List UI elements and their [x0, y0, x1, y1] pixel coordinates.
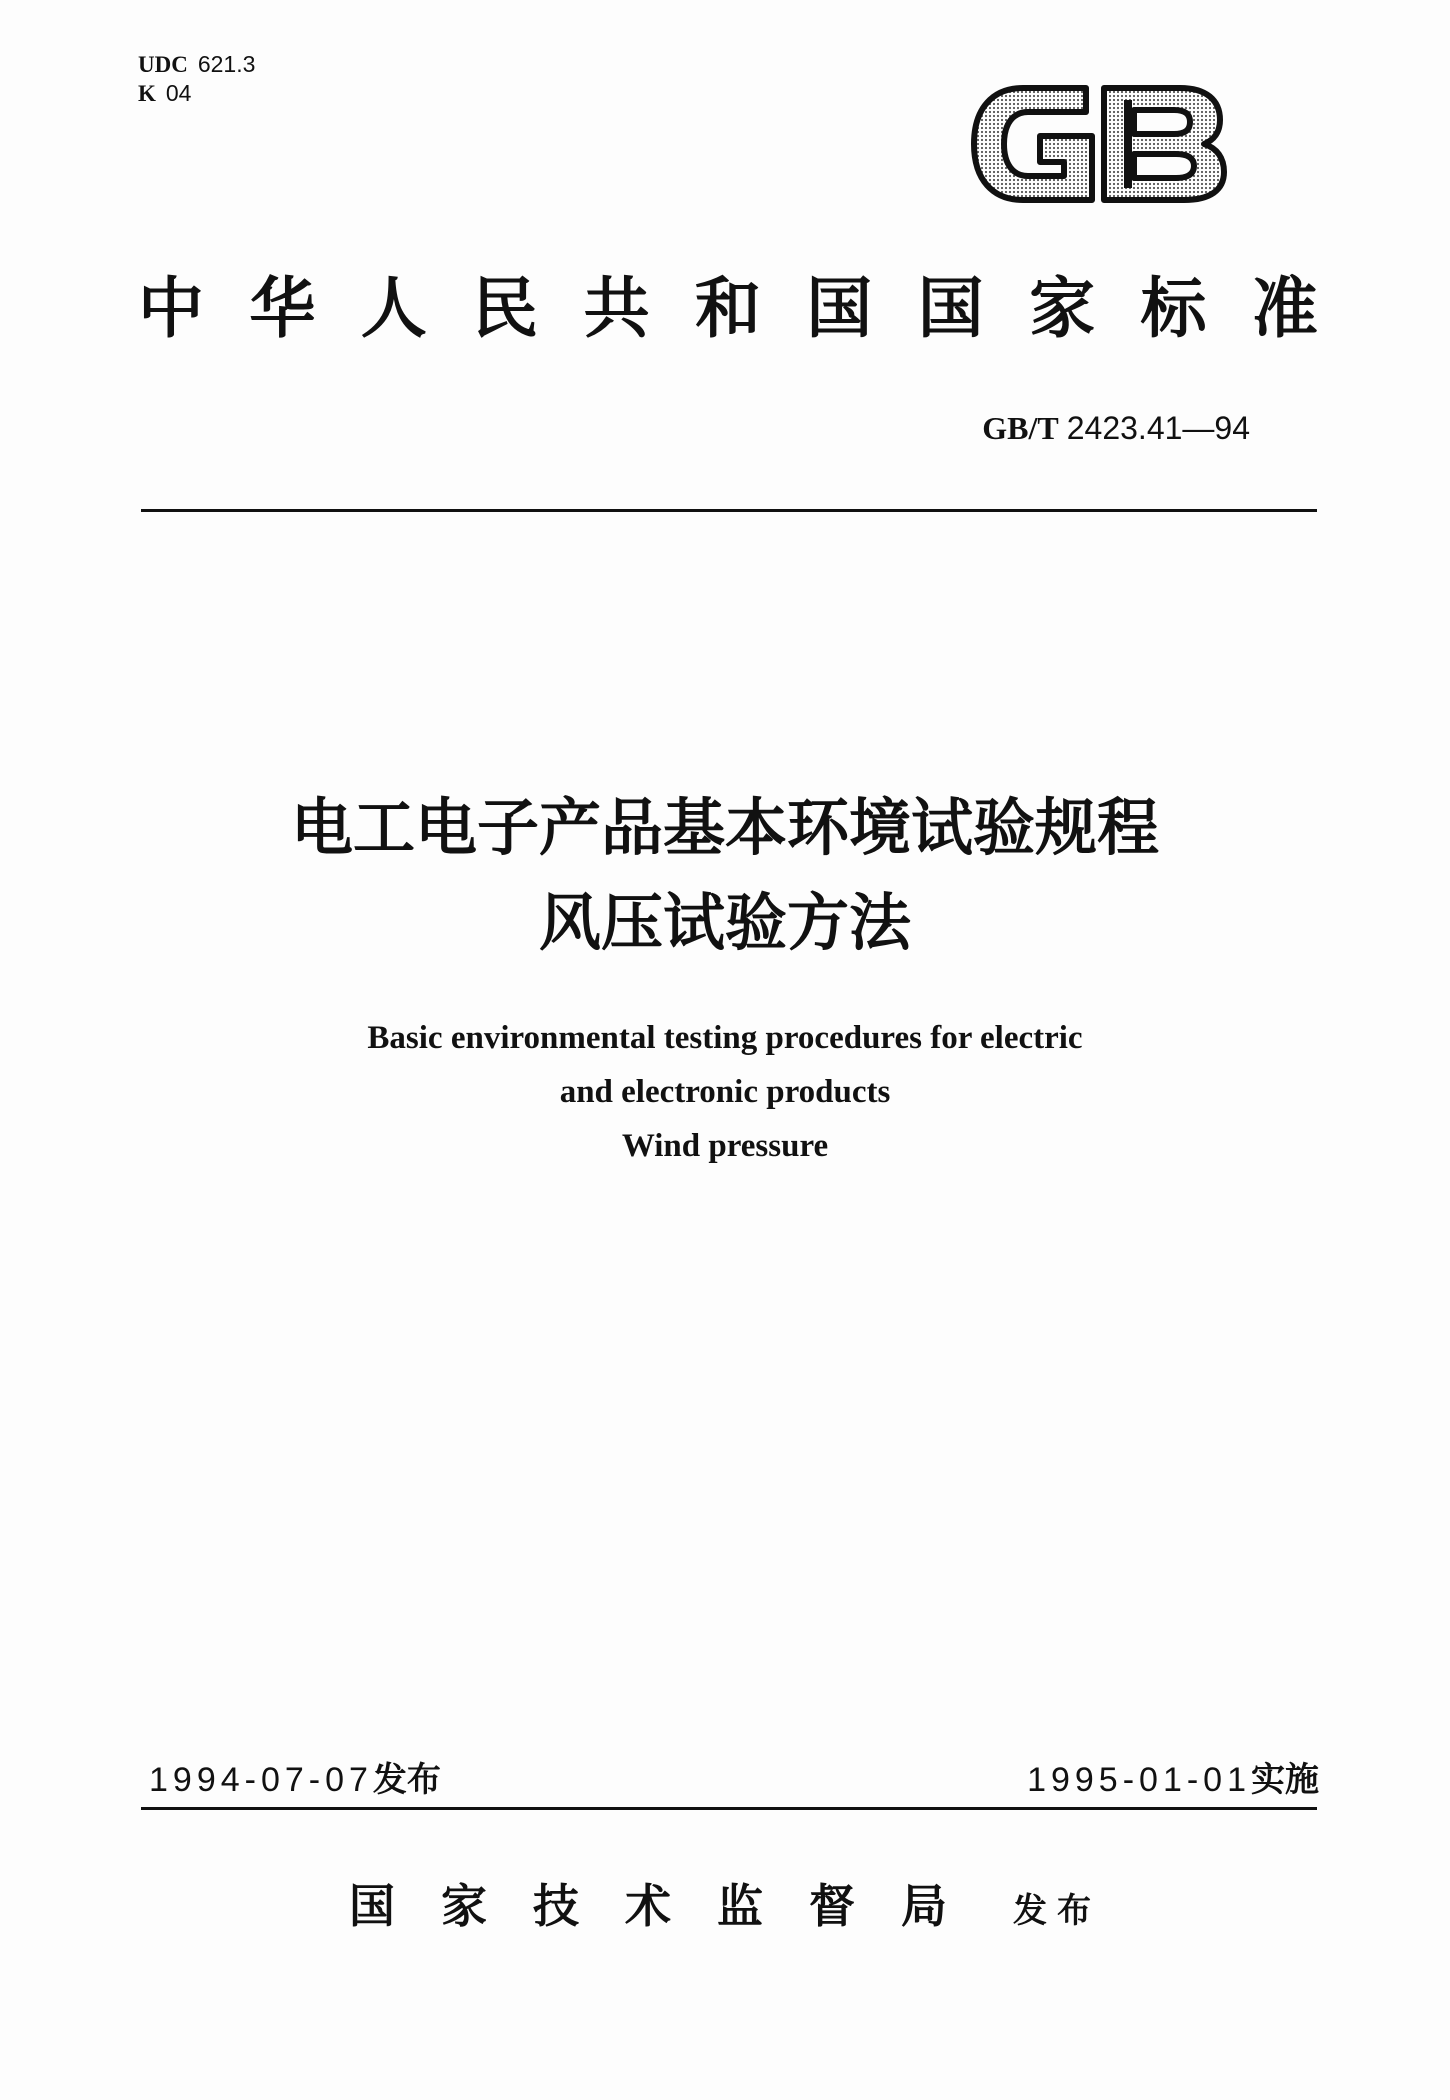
bottom-divider	[141, 1807, 1317, 1810]
standard-title-char: 中	[138, 269, 204, 347]
k-line	[138, 79, 255, 108]
udc-line	[138, 50, 255, 79]
effective-date	[1027, 1758, 1319, 1802]
title-en-line3: Wind pressure	[621, 1128, 829, 1164]
standard-title-char: 和	[694, 269, 761, 347]
standard-number-value: 2423.41—94	[1066, 410, 1250, 446]
standard-title-char: 国	[806, 269, 873, 347]
standard-title-char: 准	[1251, 269, 1318, 347]
issued-date-label: 发布	[372, 1760, 441, 1800]
standard-title-char: 国	[917, 269, 984, 347]
date-row	[149, 1758, 1319, 1802]
top-divider	[141, 509, 1317, 512]
effective-date-label: 实施	[1251, 1760, 1319, 1800]
standard-title-char: 标	[1140, 269, 1207, 347]
issued-date	[149, 1758, 441, 1802]
publisher-line	[0, 1876, 1450, 1941]
national-standard-heading	[138, 268, 1318, 348]
title-zh-line2: 风压试验方法	[538, 886, 911, 959]
standard-title-char: 华	[249, 269, 316, 347]
k-value: 04	[165, 80, 192, 106]
standard-title-char: 人	[360, 269, 427, 347]
standard-title-char: 民	[472, 269, 539, 347]
title-zh-line1: 电工电子产品基本环境试验规程	[290, 791, 1159, 864]
publisher-action: 发布	[1013, 1891, 1101, 1931]
k-label: K	[138, 81, 156, 106]
standard-number-prefix: GB/T	[982, 410, 1059, 446]
issued-date-value: 1994-07-07	[149, 1761, 373, 1799]
udc-value: 621.3	[197, 51, 256, 77]
gb-logo-icon	[968, 78, 1230, 210]
title-en-line1: Basic environmental testing procedures for electric	[367, 1020, 1083, 1056]
standard-number	[982, 408, 1250, 448]
standard-title-char: 家	[1029, 269, 1096, 347]
effective-date-value: 1995-01-01	[1027, 1761, 1251, 1799]
classification-codes	[138, 50, 255, 108]
udc-label: UDC	[138, 52, 188, 77]
publisher-organization: 国家技术监督局	[349, 1879, 993, 1933]
title-en-line2: and electronic products	[559, 1074, 891, 1110]
standard-title-char: 共	[583, 269, 650, 347]
